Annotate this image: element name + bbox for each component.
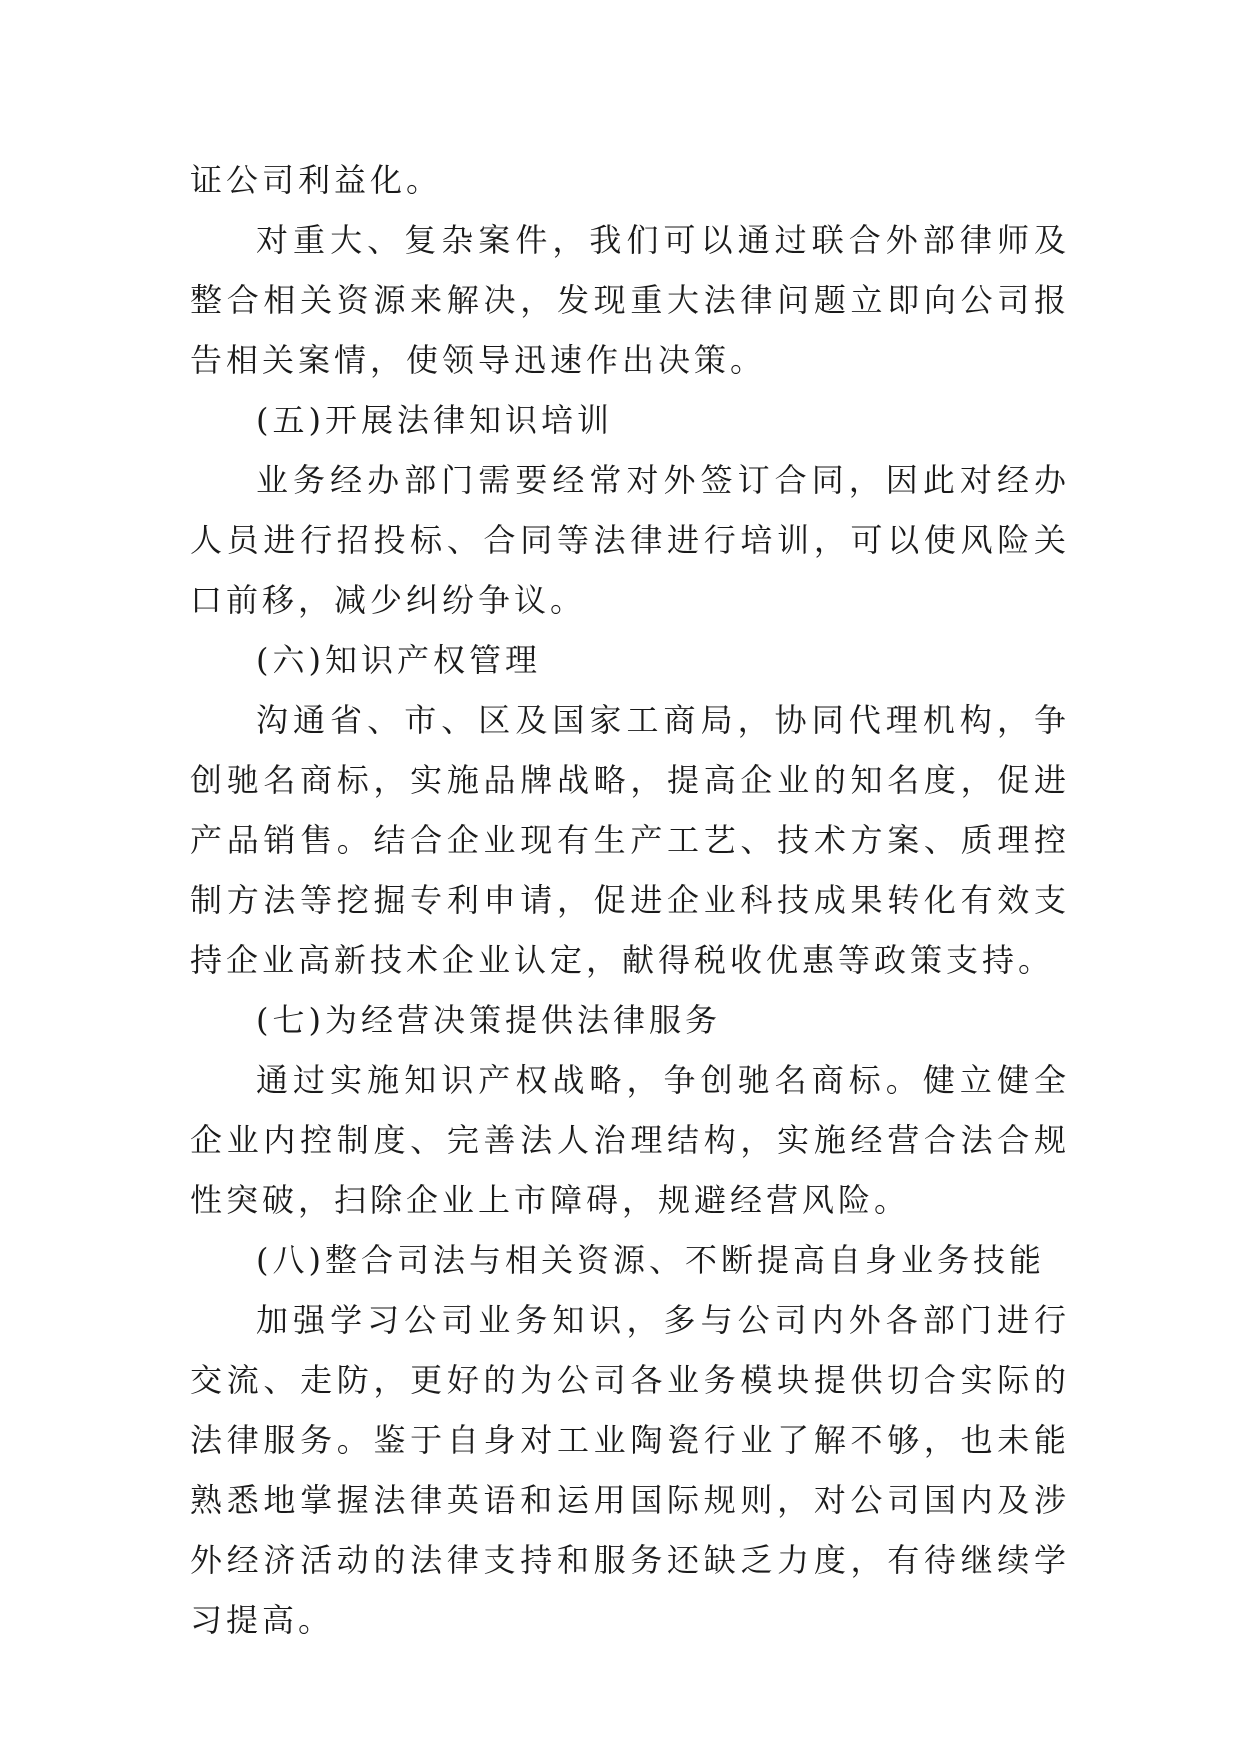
section-heading-7: (七)为经营决策提供法律服务 — [256, 1001, 721, 1039]
section-heading-8: (八)整合司法与相关资源、不断提高自身业务技能 — [256, 1241, 1045, 1279]
section-heading-5: (五)开展法律知识培训 — [256, 401, 613, 439]
paragraph-major-cases: 对重大、复杂案件，我们可以通过联合外部律师及整合相关资源来解决，发现重大法律问题立即向公司报告相关案情，使领导迅速作出决策。 — [190, 221, 1070, 379]
paragraph-skills: 加强学习公司业务知识，多与公司内外各部门进行交流、走防，更好的为公司各业务模块提供切合实际的法律服务。鉴于自身对工业陶瓷行业了解不够，也未能熟悉地掌握法律英语和运用国际规则，对公司国内及涉外经济活动的法律支持和服务还缺乏力度，有待继续学习提高。 — [190, 1301, 1070, 1639]
document-body — [190, 150, 1070, 1650]
paragraph-continuation: 证公司利益化。 — [190, 161, 443, 199]
paragraph-ip-management: 沟通省、市、区及国家工商局，协同代理机构，争创驰名商标，实施品牌战略，提高企业的知名度，促进产品销售。结合企业现有生产工艺、技术方案、质理控制方法等挖掘专利申请，促进企业科技成果转化有效支持企业高新技术企业认定，献得税收优惠等政策支持。 — [190, 701, 1070, 979]
paragraph-legal-training: 业务经办部门需要经常对外签订合同，因此对经办人员进行招投标、合同等法律进行培训，可以使风险关口前移，减少纠纷争议。 — [190, 461, 1070, 619]
paragraph-decision-support: 通过实施知识产权战略，争创驰名商标。健立健全企业内控制度、完善法人治理结构，实施经营合法合规性突破，扫除企业上市障碍，规避经营风险。 — [190, 1061, 1070, 1219]
section-heading-6: (六)知识产权管理 — [256, 641, 541, 679]
